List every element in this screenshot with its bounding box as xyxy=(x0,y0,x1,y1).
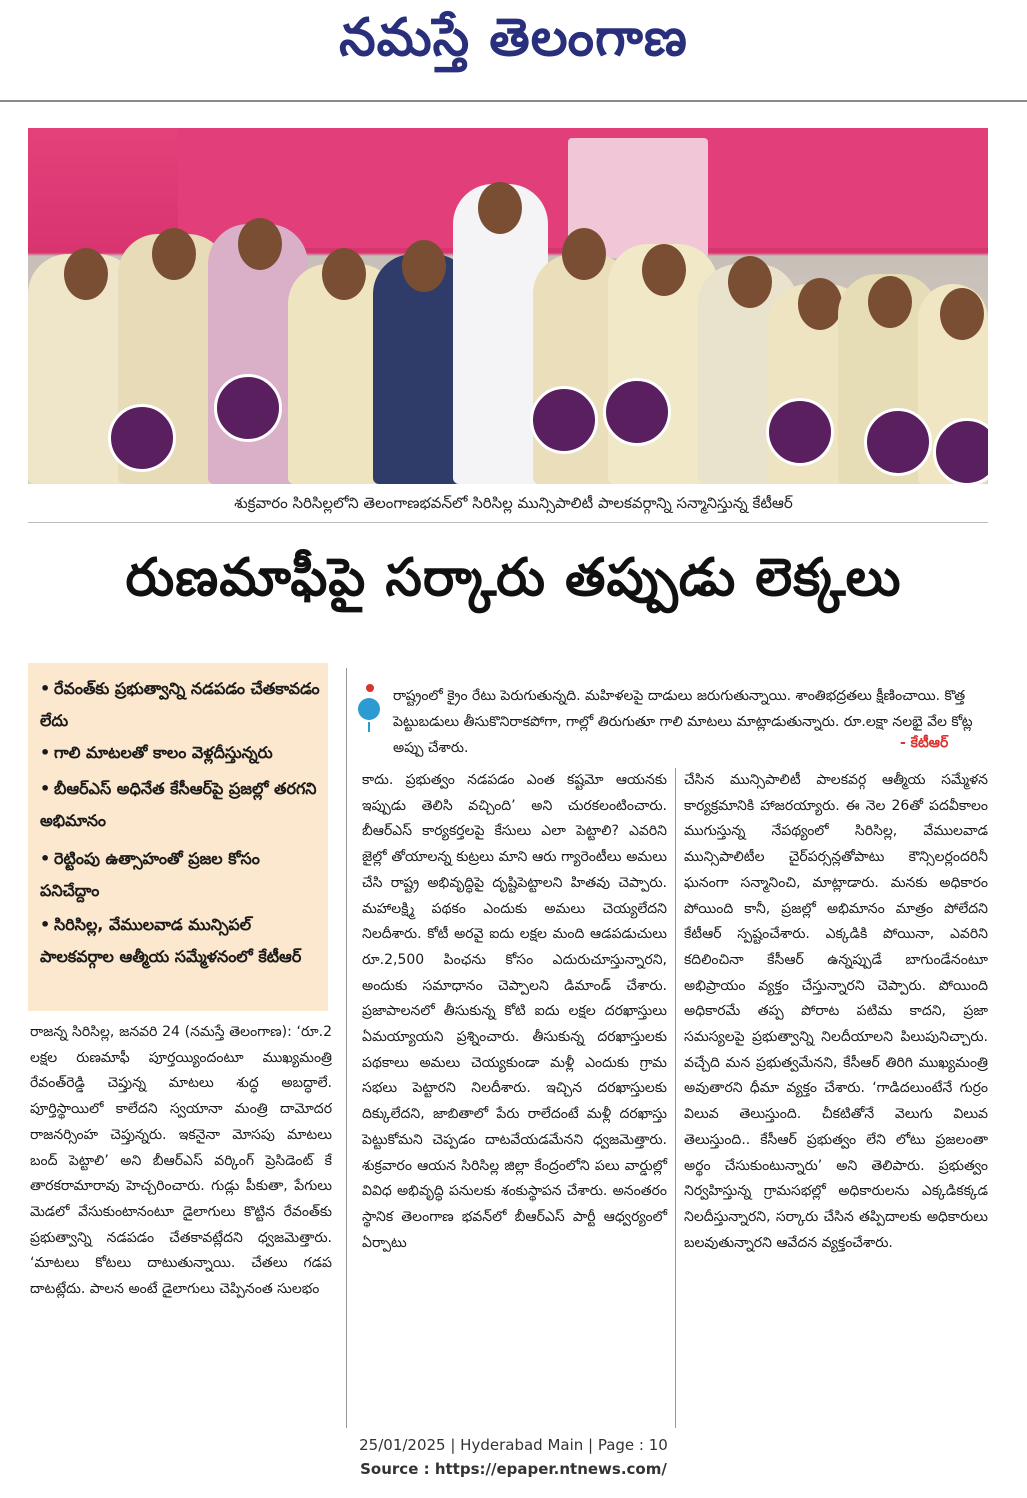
award-plaque xyxy=(214,374,282,442)
quote-icon xyxy=(358,684,380,734)
photo-person-head xyxy=(64,248,108,300)
highlights-box xyxy=(28,663,328,1011)
award-plaque xyxy=(864,408,932,476)
photo-person-head xyxy=(562,228,606,280)
highlight-item: • సిరిసిల్ల, వేములవాడ మున్సిపల్‌ పాలకవర్గాల ఆత్మీయ సమ్మేళనంలో కేటీఆర్‌ xyxy=(40,909,324,973)
article-column-2: కాదు. ప్రభుత్వం నడపడం ఎంత కష్టమో ఆయనకు ఇప్పుడు తెలిసి వచ్చింది’ అని చురకలంటించారు. బీఆర్‌ఎస్‌ కార్యకర్తలపై కేసులు ఎలా పెట్టాలి? ఎవరిని జైల్లో తోయాలన్న కుట్రలు మాని ఆరు గ్యారెంటీలు అమలు చేసి రాష్ట్ర అభివృద్ధిపై దృష్టిపెట్టాలని హితవు చెప్పారు. మహాలక్ష్మి పథకం ఎందుకు అమలు చెయ్యలేదని నిలదీశారు. కోటీ అరవై ఐదు లక్షల మంది ఆడపడుచులు రూ.2,500 పింఛను కోసం ఎదురుచూస్తున్నారని, అందుకు సమాధానం చెప్పాలని డిమాండ్‌ చేశారు. ప్రజాపాలనలో తీసుకున్న కోటి ఐదు లక్షల దరఖాస్తులు ఏమయ్యాయని ప్రశ్నించారు. తీసుకున్న దరఖాస్తులకు పథకాలు అమలు చెయ్యకుండా మళ్లీ ఎందుకు గ్రామ సభలు పెట్టారని నిలదీశారు. ఇచ్చిన దరఖాస్తులకు దిక్కులేదని, జాబితాలో పేరు రాలేదంటే మళ్లీ దరఖాస్తు పెట్టుకోమని చెప్పడం దాటవేయడమేనని ధ్వజమెత్తారు. శుక్రవారం ఆయన సిరిసిల్ల జిల్లా కేంద్రంలోని పలు వార్డుల్లో వివిధ అభివృద్ధి పనులకు శంకుస్థాపన చేశారు. అనంతరం స్థానిక తెలంగాణ భవన్‌లో బీఆర్‌ఎస్‌ పార్టీ ఆధ్వర్యంలో ఏర్పాటు xyxy=(362,772,667,1251)
award-plaque xyxy=(933,418,988,484)
headline: రుణమాఫీపై సర్కారు తప్పుడు లెక్కలు xyxy=(125,548,902,608)
article-column-3: చేసిన మున్సిపాలిటీ పాలకవర్గ ఆత్మీయ సమ్మేళన కార్యక్రమానికి హాజరయ్యారు. ఈ నెల 26తో పదవీకాలం ముగుస్తున్న నేపథ్యంలో సిరిసిల్ల, వేములవాడ మున్సిపాలిటీల చైర్‌పర్సన్లతోపాటు కౌన్సిలర్లందరినీ ఘనంగా సన్మానించి, మాట్లాడారు. మనకు అధికారం పోయింది కానీ, ప్రజల్లో అభిమానం మాత్రం పోలేదని కేటీఆర్‌ స్పష్టంచేశారు. ఎక్కడికి పోయినా, ఎవరిని కదిలించినా కేసీఆర్‌ ఉన్నప్పుడే బాగుండేనంటూ అభిప్రాయం వ్యక్తం చేస్తున్నారని చెప్పారు. పోయింది అధికారమే తప్ప పోరాట పటిమ కాదని, ప్రజా సమస్యలపై ప్రభుత్వాన్ని నిలదీయాలని పిలుపునిచ్చారు. వచ్చేది మన ప్రభుత్వమేనని, కేసీఆర్‌ తిరిగి ముఖ్యమంత్రి అవుతారని ధీమా వ్యక్తం చేశారు. ‘గాడిదలుంటేనే గుర్రం విలువ తెలుస్తుంది. చీకటితోనే వెలుగు విలువ తెలుస్తుంది.. కేసీఆర్‌ ప్రభుత్వం లేని లోటు ప్రజలంతా అర్థం చేసుకుంటున్నారు’ అని తెలిపారు. ప్రభుత్వం నిర్వహిస్తున్న గ్రామసభల్లో అధికారులను ఎక్కడికక్కడ నిలదీస్తున్నారని, సర్కారు చేసిన తప్పిదాలకు అధికారులు బలవుతున్నారని ఆవేదన వ్యక్తంచేశారు. xyxy=(684,772,988,1251)
award-plaque xyxy=(530,386,598,454)
footer-edition-info: 25/01/2025 | Hyderabad Main | Page : 10 xyxy=(359,1436,668,1454)
photo-person-head xyxy=(940,288,984,340)
highlight-item: • గాలి మాటలతో కాలం వెళ్లదీస్తున్నరు xyxy=(40,737,324,769)
award-plaque xyxy=(766,398,834,466)
masthead-divider xyxy=(0,100,1027,102)
footer-source: Source : https://epaper.ntnews.com/ xyxy=(360,1460,667,1478)
photo-person-head xyxy=(152,228,196,280)
photo-person-head xyxy=(322,248,366,300)
highlight-item: • బీఆర్‌ఎస్‌ అధినేత కేసీఆర్‌పై ప్రజల్లో తరగని అభిమానం xyxy=(40,773,324,837)
article-column-1: రాజన్న సిరిసిల్ల, జనవరి 24 (నమస్తే తెలంగాణ): ‘రూ.2 లక్షల రుణమాఫీ పూర్తయ్యిందంటూ ముఖ్యమంత్రి రేవంత్‌రెడ్డి చెప్తున్న మాటలు శుద్ధ అబద్ధాలే. పూర్తిస్థాయిలో కాలేదని స్వయానా మంత్రి దామోదర రాజనర్సింహ చెప్తున్నరు. ఇకనైనా మోసపు మాటలు బంద్‌ పెట్టాలి’ అని బీఆర్‌ఎస్‌ వర్కింగ్‌ ప్రెసిడెంట్‌ కే తారకరామారావు హెచ్చరించారు. గుడ్లు పీకుతా, పేగులు మెడలో వేసుకుంటానంటూ డైలాగులు కొట్టిన రేవంత్‌కు ప్రభుత్వాన్ని నడపడం చేతకావట్లేదని ధ్వజమెత్తారు. ‘మాటలు కోటలు దాటుతున్నాయి. చేతలు గడప దాటట్లేదు. పాలన అంటే డైలాగులు చెప్పినంత సులభం xyxy=(30,1024,332,1298)
photo-person-head xyxy=(728,256,772,308)
bullet-icon: • xyxy=(40,679,51,698)
caption-divider xyxy=(28,522,988,523)
photo-caption: శుక్రవారం సిరిసిల్లలోని తెలంగాణభవన్‌లో సిరిసిల్ల మున్సిపాలిటీ పాలకవర్గాన్ని సన్మానిస్తున్న కేటీఆర్ xyxy=(234,494,793,512)
award-plaque xyxy=(603,378,671,446)
bullet-icon: • xyxy=(40,779,51,798)
award-plaque xyxy=(108,404,176,472)
photo-person-head xyxy=(238,218,282,270)
highlight-item: • రేవంత్‌కు ప్రభుత్వాన్ని నడపడం చేతకావడం లేదు xyxy=(40,673,324,737)
bullet-icon: • xyxy=(40,743,51,762)
column-divider xyxy=(675,768,676,1428)
photo-person-head xyxy=(642,244,686,296)
bullet-icon: • xyxy=(40,849,51,868)
masthead-title: నమస్తే తెలంగాణ xyxy=(339,8,688,68)
photo-person-head xyxy=(478,182,522,234)
masthead xyxy=(0,0,1027,100)
pull-quote: రాష్ట్రంలో క్రైం రేటు పెరుగుతున్నది. మహిళలపై దాడులు జరుగుతున్నాయి. శాంతిభద్రతలు క్షీణించాయి. కొత్త పెట్టుబడులు తీసుకొనిరాకపోగా, గాల్లో తిరుగుతూ గాలి మాటలు మాట్లాడుతున్నారు. రూ.లక్షా నలభై వేల కోట్ల అప్పు చేశారు. xyxy=(393,688,973,756)
highlight-item: • రెట్టింపు ఉత్సాహంతో ప్రజల కోసం పనిచేద్దాం xyxy=(40,843,324,907)
photo-person-head xyxy=(402,240,446,292)
bullet-icon: • xyxy=(40,915,51,934)
column-divider xyxy=(346,668,347,1428)
news-photo xyxy=(28,128,988,484)
pull-quote-signature: - కేటీఆర్‌ xyxy=(900,735,949,751)
photo-person-head xyxy=(868,276,912,328)
photo-person-head xyxy=(798,278,842,330)
